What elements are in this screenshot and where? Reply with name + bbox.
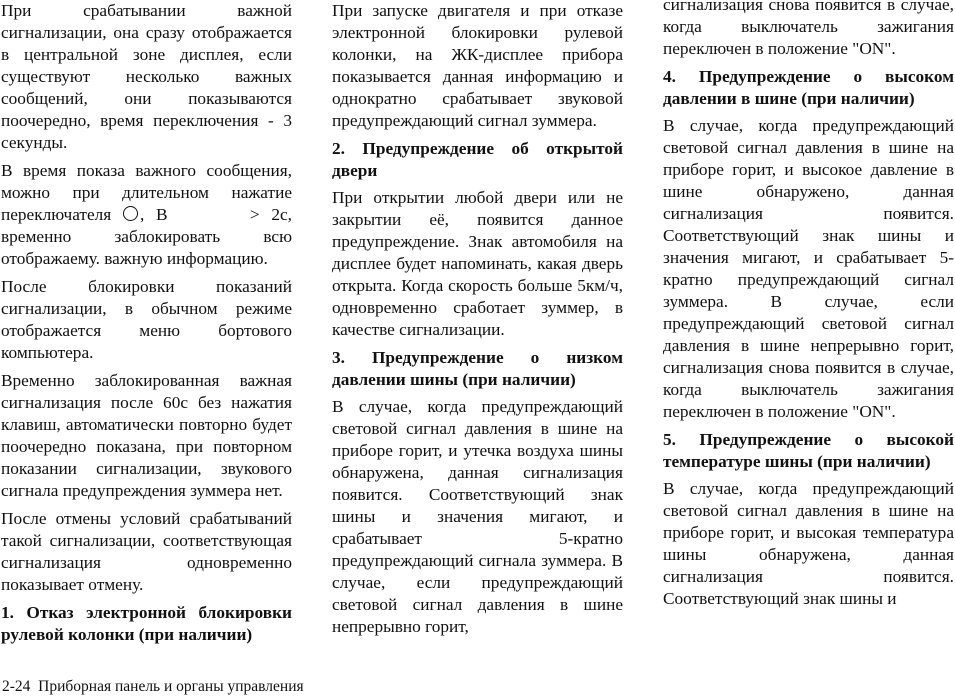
paragraph-ignition-on: сигнализация снова появится в случае, когда выключатель зажигания переключен в положение "ON".: [663, 0, 954, 58]
paragraph-temporarily-locked: Временно заблокированная важная сигнализация после 60с без нажатия клавиш, автоматически повторно будет поочередно показана, при повторном показании сигнализации, звукового сигнала предупреждения зуммера нет.: [1, 371, 292, 500]
heading-steering-lock-failure: 1. Отказ электронной блокировки рулевой колонки (при наличии): [1, 603, 292, 644]
page-number: 2-24: [2, 678, 31, 695]
paragraph-lock-alarm-text-before: В время показа важного сообщения, можно при длительном нажатие переключателя: [1, 161, 292, 224]
column-left: [1, 0, 292, 651]
heading-low-tire-pressure: 3. Предупреждение о низком давлении шины (при наличии): [332, 348, 623, 389]
column-right: [663, 0, 954, 610]
circle-icon: [123, 206, 138, 221]
paragraph-high-tire-pressure: В случае, когда предупреждающий световой сигнал давления в шине на приборе горит, и высокое давление в шине обнаружено, данная сигнализация появится. Соответствующий знак шины и значения мигают, и срабатывает 5-кратно предупреждающий сигнал зуммера. В случае, если предупреждающий световой сигнал давления в шине непрерывно горит, сигнализация снова появится в случае, когда выключатель зажигания переключен в положение "ON".: [663, 116, 954, 421]
switch-letter: , B: [139, 205, 168, 224]
paragraph-lock-alarm-text-after: > 2с, временно заблокировать всю отображаему. важную информацию.: [1, 205, 293, 268]
heading-door-open-warning: 2. Предупреждение об открытой двери: [332, 139, 623, 180]
paragraph-cancel: После отмены условий срабатываний такой сигнализации, соответствующая сигнализация одновременно показывает отмену.: [1, 509, 292, 594]
section-title: Приборная панель и органы управления: [38, 678, 304, 695]
paragraph-after-lock: После блокировки показаний сигнализации, в обычном режиме отображается меню бортового компьютера.: [1, 277, 292, 362]
paragraph-low-tire-pressure: В случае, когда предупреждающий световой сигнал давления в шине на приборе горит, и утечка воздуха шины обнаружена, данная сигнализация появится. Соответствующий знак шины и значения мигают, и срабатывает 5-кратно предупреждающий сигнала зуммера. В случае, если предупреждающий световой сигнал давления в шине непрерывно горит,: [332, 397, 623, 636]
paragraph-important-alarm: При срабатывании важной сигнализации, она сразу отображается в центральной зоне дисплея, если существуют несколько важных сообщений, они показываются поочередно, время переключения - 3 секунды.: [1, 1, 292, 152]
heading-high-tire-temperature: 5. Предупреждение о высокой температуре шины (при наличии): [663, 430, 954, 471]
column-middle: [332, 0, 623, 638]
page-footer: [2, 677, 304, 697]
paragraph-lock-alarm: [1, 160, 292, 270]
paragraph-engine-start: При запуске двигателя и при отказе электронной блокировки рулевой колонки, на ЖК-дисплее прибора показывается данная информацию и однократно срабатывает звуковой предупреждающий сигнал зуммера.: [332, 1, 623, 130]
paragraph-high-tire-temperature: В случае, когда предупреждающий световой сигнал давления в шине на приборе горит, и высокая температура шины обнаружена, данная сигнализация появится. Соответствующий знак шины и: [663, 479, 954, 608]
paragraph-door-open: При открытии любой двери или не закрытии её, появится данное предупреждение. Знак автомобиля на дисплее будет напоминать, какая дверь открыта. Когда скорость больше 5км/ч, одновременно сработает зуммер, в качестве сигнализации.: [332, 188, 623, 339]
heading-high-tire-pressure: 4. Предупреждение о высоком давлении в шине (при наличии): [663, 67, 954, 108]
